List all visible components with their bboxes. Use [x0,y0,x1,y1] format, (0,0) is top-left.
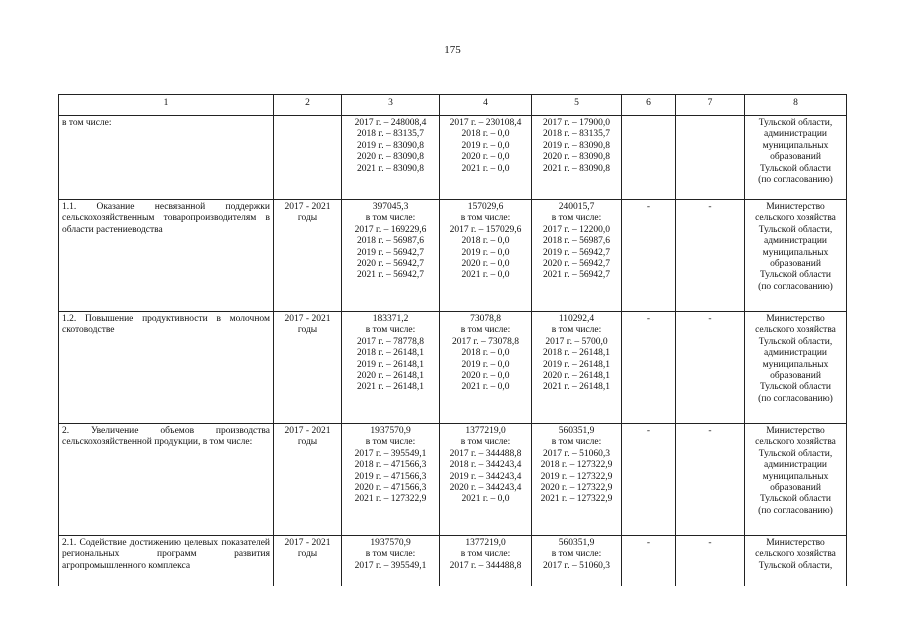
row-col7: - [676,536,745,586]
value-line: в том числе: [365,213,416,224]
responsible-line: (по согласованию) [758,393,833,404]
row-col4 [440,116,532,200]
value-line: 2017 г. – 5700,0 [545,336,608,347]
value-line: 2018 г. – 26148,1 [357,348,424,359]
responsible-line: Министерство [766,538,825,548]
value-line: 2020 г. – 26148,1 [543,371,610,382]
value-line: 2021 г. – 127322,9 [354,494,427,505]
header-col-4: 4 [440,95,532,116]
row-description: в том числе: [59,116,274,200]
responsible-line: Тульской области, [758,118,833,128]
row-col6: - [622,200,676,312]
value-line: 2019 г. – 127322,9 [540,471,613,482]
row-col4 [440,536,532,586]
value-line: 2017 г. – 17900,0 [543,118,610,128]
table-body [59,116,847,586]
responsible-line: администрации [763,460,828,471]
value-line: в том числе: [460,437,511,448]
row-period [274,116,342,200]
value-line: 2018 г. – 56987,6 [357,236,424,247]
row-period: 2017 - 2021 годы [274,536,342,586]
responsible-line: Тульской области [759,163,832,174]
value-line: 2019 г. – 26148,1 [357,359,424,370]
value-line: 73078,8 [470,314,501,324]
value-line: 2020 г. – 0,0 [461,152,510,163]
responsible-line: муниципальных [762,471,829,482]
value-line: в том числе: [551,213,602,224]
value-line: 2020 г. – 0,0 [461,371,510,382]
value-line: 2021 г. – 83090,8 [357,163,424,174]
value-line: 2021 г. – 83090,8 [543,163,610,174]
value-line: 2021 г. – 0,0 [461,382,510,393]
row-period: 2017 - 2021 годы [274,200,342,312]
value-line: 2019 г. – 83090,8 [543,140,610,151]
value-line: 2018 г. – 56987,6 [543,236,610,247]
value-line: 183371,2 [372,314,409,324]
value-line: 2017 г. – 51060,3 [543,448,610,459]
value-line: 1937570,9 [370,426,411,436]
row-col3 [342,312,440,424]
header-col-6: 6 [622,95,676,116]
responsible-line: Тульской области, [758,224,833,235]
value-line: 2018 г. – 471566,3 [354,460,427,471]
row-col7: - [676,200,745,312]
value-line: 2021 г. – 26148,1 [543,382,610,393]
responsible-line: (по согласованию) [758,175,833,186]
value-line: 2019 г. – 344243,4 [449,471,522,482]
responsible-line: Министерство [766,202,825,212]
value-line: 2020 г. – 471566,3 [354,483,427,494]
value-line: 2018 г. – 0,0 [461,348,510,359]
responsible-line: сельского хозяйства [755,213,836,224]
value-line: 2020 г. – 26148,1 [357,371,424,382]
value-line: 2017 г. – 344488,8 [449,448,522,459]
value-line: 2021 г. – 56942,7 [357,270,424,281]
row-period: 2017 - 2021 годы [274,424,342,536]
value-line: 2019 г. – 56942,7 [357,247,424,258]
table-row [59,536,847,586]
value-line: в том числе: [551,325,602,336]
responsible-line: Тульской области [759,382,832,393]
row-description: 1.2. Повышение продуктивности в молочном скотоводстве [59,312,274,424]
header-col-1: 1 [59,95,274,116]
value-line: в том числе: [365,437,416,448]
responsible-line: (по согласованию) [758,505,833,516]
value-line: 2020 г. – 344243,4 [449,483,522,494]
table-row [59,424,847,536]
value-line: 2017 г. – 395549,1 [354,448,427,459]
row-col4 [440,312,532,424]
responsible-line: образований [770,259,821,270]
responsible-line: образований [770,152,821,163]
value-line: 2020 г. – 0,0 [461,259,510,270]
value-line: в том числе: [365,325,416,336]
value-line: 157029,6 [467,202,504,212]
value-line: 1377219,0 [465,538,506,548]
value-line: 2021 г. – 127322,9 [540,494,613,505]
value-line: в том числе: [460,549,511,560]
value-line: 2019 г. – 471566,3 [354,471,427,482]
value-line: 2020 г. – 56942,7 [543,259,610,270]
responsible-line: администрации [763,129,828,140]
responsible-line: муниципальных [762,359,829,370]
value-line: 2020 г. – 83090,8 [357,152,424,163]
row-col3 [342,116,440,200]
value-line: 2021 г. – 26148,1 [357,382,424,393]
value-line: 2021 г. – 56942,7 [543,270,610,281]
value-line: в том числе: [460,213,511,224]
row-col5 [532,312,622,424]
responsible-line: Министерство [766,426,825,436]
value-line: 2019 г. – 56942,7 [543,247,610,258]
header-row [59,95,847,116]
responsible-line: муниципальных [762,247,829,258]
row-col4 [440,424,532,536]
value-line: 2019 г. – 0,0 [461,359,510,370]
row-col5 [532,200,622,312]
value-line: 1377219,0 [465,426,506,436]
row-col6 [622,116,676,200]
value-line: 2017 г. – 395549,1 [354,560,427,571]
row-period: 2017 - 2021 годы [274,312,342,424]
responsible-line: (по согласованию) [758,281,833,292]
row-description: 1.1. Оказание несвязанной поддержки сельскохозяйственным товаропроизводителям в области растениеводства [59,200,274,312]
responsible-line: Тульской области [759,270,832,281]
value-line: 2017 г. – 73078,8 [452,336,519,347]
value-line: 2018 г. – 83135,7 [357,129,424,140]
value-line: 110292,4 [558,314,595,324]
value-line: 2017 г. – 12200,0 [543,224,610,235]
value-line: в том числе: [365,549,416,560]
row-col3 [342,200,440,312]
header-col-2: 2 [274,95,342,116]
responsible-line: администрации [763,348,828,359]
responsible-line: Тульской области, [758,336,833,347]
header-col-8: 8 [745,95,847,116]
responsible-line: образований [770,371,821,382]
row-col7: - [676,312,745,424]
program-table [58,94,847,586]
value-line: 2018 г. – 0,0 [461,129,510,140]
responsible-line: Тульской области, [758,560,833,571]
responsible-line: администрации [763,236,828,247]
table-row [59,116,847,200]
value-line: 397045,3 [372,202,409,212]
value-line: 560351,9 [558,426,595,436]
row-description: 2. Увеличение объемов производства сельскохозяйственной продукции, в том числе: [59,424,274,536]
value-line: 2017 г. – 169229,6 [354,224,427,235]
value-line: 2019 г. – 0,0 [461,140,510,151]
row-col3 [342,424,440,536]
responsible-line: Министерство [766,314,825,324]
header-col-3: 3 [342,95,440,116]
row-col7: - [676,424,745,536]
row-responsible [745,536,847,586]
value-line: 2017 г. – 230108,4 [449,118,522,128]
value-line: 2021 г. – 0,0 [461,163,510,174]
page-number: 175 [444,44,461,56]
value-line: 2018 г. – 344243,4 [449,460,522,471]
row-col4 [440,200,532,312]
value-line: 2017 г. – 157029,6 [449,224,522,235]
row-description: 2.1. Содействие достижению целевых показателей региональных программ развития агропромышленного комплекса [59,536,274,586]
value-line: в том числе: [460,325,511,336]
row-col5 [532,424,622,536]
value-line: 2020 г. – 127322,9 [540,483,613,494]
row-col3 [342,536,440,586]
value-line: 2021 г. – 0,0 [461,270,510,281]
value-line: 2019 г. – 26148,1 [543,359,610,370]
responsible-line: образований [770,483,821,494]
value-line: 2019 г. – 83090,8 [357,140,424,151]
value-line: 2017 г. – 51060,3 [543,560,610,571]
value-line: в том числе: [551,549,602,560]
value-line: 2020 г. – 83090,8 [543,152,610,163]
row-col7 [676,116,745,200]
row-responsible [745,312,847,424]
value-line: 2017 г. – 248008,4 [354,118,427,128]
header-col-5: 5 [532,95,622,116]
responsible-line: Тульской области, [758,448,833,459]
value-line: 2019 г. – 0,0 [461,247,510,258]
responsible-line: сельского хозяйства [755,437,836,448]
row-col5 [532,536,622,586]
responsible-line: сельского хозяйства [755,549,836,560]
table-row [59,312,847,424]
value-line: 2017 г. – 344488,8 [449,560,522,571]
header-col-7: 7 [676,95,745,116]
value-line: 560351,9 [558,538,595,548]
row-col5 [532,116,622,200]
responsible-line: сельского хозяйства [755,325,836,336]
row-col6: - [622,536,676,586]
responsible-line: муниципальных [762,140,829,151]
value-line: 240015,7 [558,202,595,212]
row-col6: - [622,424,676,536]
table-row [59,200,847,312]
row-responsible [745,116,847,200]
value-line: 2020 г. – 56942,7 [357,259,424,270]
value-line: в том числе: [551,437,602,448]
responsible-line: Тульской области [759,494,832,505]
row-responsible [745,424,847,536]
value-line: 2018 г. – 127322,9 [540,460,613,471]
row-col6: - [622,312,676,424]
value-line: 1937570,9 [370,538,411,548]
value-line: 2018 г. – 0,0 [461,236,510,247]
value-line: 2018 г. – 83135,7 [543,129,610,140]
value-line: 2018 г. – 26148,1 [543,348,610,359]
row-responsible [745,200,847,312]
value-line: 2017 г. – 78778,8 [357,336,424,347]
value-line: 2021 г. – 0,0 [461,494,510,505]
